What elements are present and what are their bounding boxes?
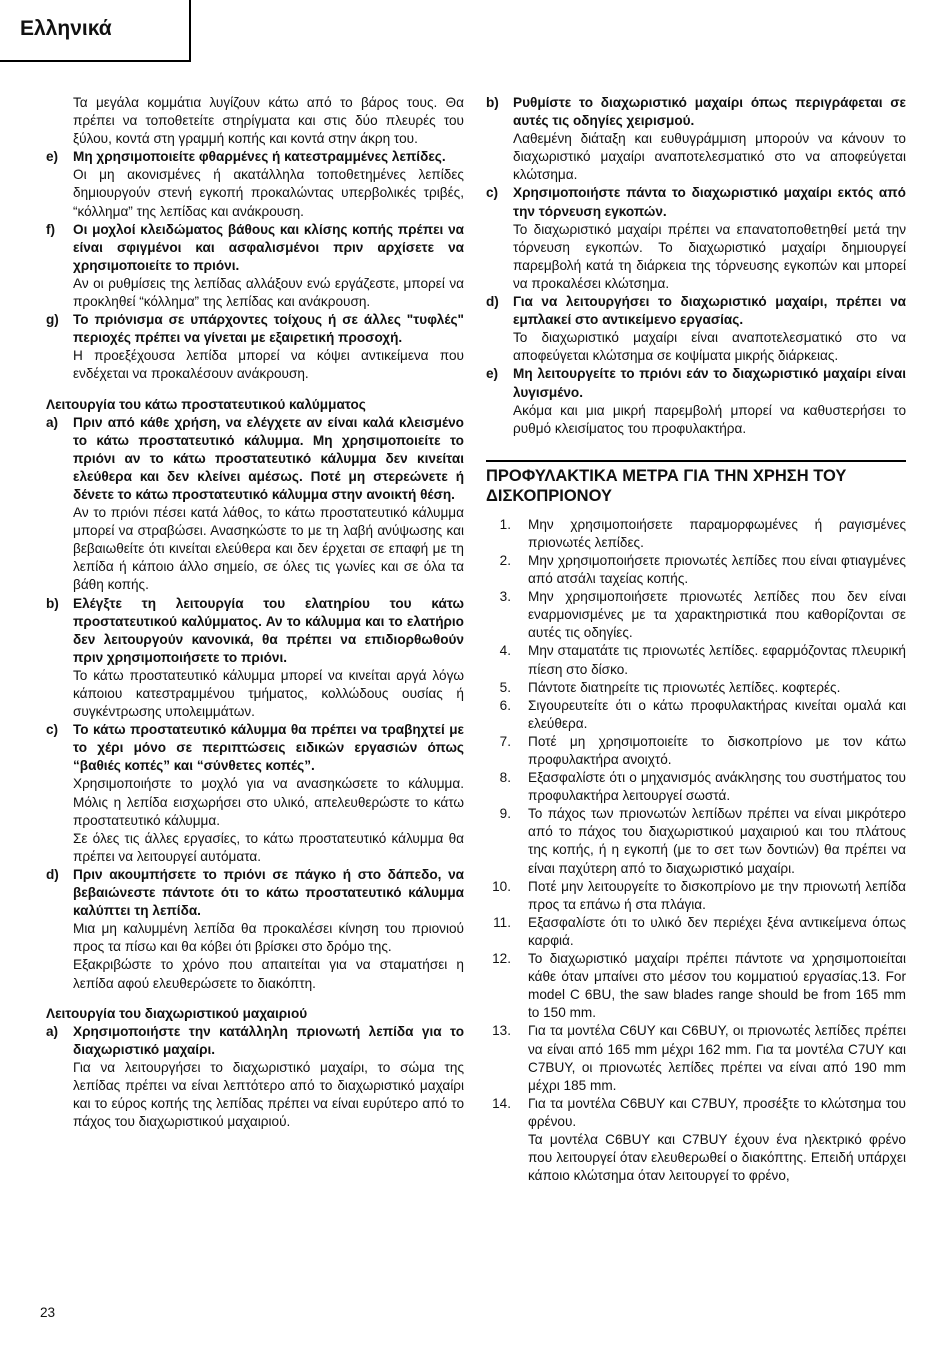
item-label: b) [46, 595, 59, 611]
section-divider [486, 460, 906, 506]
item-heading: Χρησιμοποιήστε πάντα το διαχωριστικό μαχαίρι εκτός από την τόρνευση εγκοπών. [513, 185, 906, 219]
item-label: a) [46, 414, 59, 430]
list-item [486, 642, 906, 678]
list-item [486, 769, 906, 805]
item-text: Τα μοντέλα C6BUY και C7BUY έχουν ένα ηλεκτρικό φρένο που λειτουργεί όταν ελευθερωθεί ο διακόπτης. Επειδή υπάρχει κάποιο κλώτσημα όταν λειτουργεί το φρένο, [528, 1131, 906, 1184]
list-item [46, 414, 464, 595]
item-heading: Ελέγξτε τη λειτουργία του ελατηρίου του κάτω προστατευτικού καλύμματος. Αν το κάλυμμα και το ελατήριο δεν λειτουργούν κανονικά, θα πρέπει να επιδιορθωθούν πριν χρησιμοποιήσετε το πριόνι. [73, 595, 464, 665]
item-body: Μια μη καλυμμένη λεπίδα θα προκαλέσει κίνηση του πριονιού προς τα πίσω και θα κόβει ότι βρίσκει στο δρόμο της. [73, 921, 464, 955]
list-item [486, 588, 906, 642]
intro-paragraph: Τα μεγάλα κομμάτια λυγίζουν κάτω από το βάρος τους. Θα πρέπει να τοποθετείτε στηρίγματα και στις δύο πλευρές του ξύλου, κοντά στη γραμμή κοπής και κοντά στην άκρη του. [73, 95, 464, 147]
item-body: Το διαχωριστικό μαχαίρι είναι αναποτελεσματικό στο να αποφεύγεται κλώτσημα σε κοψίματα μικρής διάρκειας. [513, 330, 906, 364]
list-item [46, 1023, 464, 1132]
page-number: 23 [40, 1305, 56, 1320]
item-text: Εξασφαλίστε ότι το υλικό δεν περιέχει ξένα αντικείμενα όπως καρφιά. [528, 914, 906, 948]
item-label: g) [46, 312, 59, 328]
item-number: 14. [492, 1095, 511, 1111]
item-text: Σιγουρευτείτε ότι ο κάτω προφυλακτήρας κινείται ομαλά και ελεύθερα. [528, 697, 906, 731]
list-item [486, 697, 906, 733]
right-column [486, 94, 906, 1185]
list-item [486, 679, 906, 697]
list-item [486, 914, 906, 950]
list-item [46, 595, 464, 722]
item-number: 5. [499, 679, 511, 695]
item-body: Η προεξέχουσα λεπίδα μπορεί να κόψει αντικείμενα που ενδέχεται να προκαλέσουν ανάκρουση. [73, 348, 464, 382]
item-text: Ποτέ μη χρησιμοποιείτε το δισκοπρίονο με τον κάτω προφυλακτήρα ανοιχτό. [528, 733, 906, 767]
item-heading: Πριν από κάθε χρήση, να ελέγχετε αν είναι καλά κλεισμένο το κάτω προστατευτικό κάλυμμα. Μη χρησιμοποιείτε το πριόνι αν το κάτω προστατευτικό κάλυμμα δεν κινείται ελεύθερα και δεν κλείνει αμέσως. Ποτέ μη στερεώνετε ή δένετε το κάτω προστατευτικό κάλυμμα στην ανοικτή θέση. [73, 414, 464, 502]
item-body: Οι μη ακονισμένες ή ακατάλληλα τοποθετημένες λεπίδες δημιουργούν στενή εγκοπή προκαλώντας υπερβολικές τριβές, “κόλλημα” της λεπίδας και ανάκρουση. [73, 167, 464, 219]
list-item [486, 733, 906, 769]
item-body: Για να λειτουργήσει το διαχωριστικό μαχαίρι, το σώμα της λεπίδας πρέπει να είναι λεπτότερο από το διαχωριστικό μαχαίρι και το εύρος κοπής της λεπίδας πρέπει να είναι ευρύτερο από το πάχος του διαχωριστικού μαχαιριού. [73, 1059, 464, 1130]
list-item [46, 148, 464, 220]
item-heading: Πριν ακουμπήσετε το πριόνι σε πάγκο ή στο δάπεδο, να βεβαιώνεστε πάντοτε ότι το κάτω προστατευτικό κάλυμμα καλύπτει τη λεπίδα. [73, 866, 464, 919]
lower-guard-heading: Λειτουργία του κάτω προστατευτικού καλύμματος [46, 396, 366, 412]
item-number: 8. [499, 770, 511, 786]
item-text: Μην χρησιμοποιήσετε πριονωτές λεπίδες που δεν είναι εναρμονισμένες με τα χαρακτηριστικά που καθορίζονται σε αυτές τις οδηγίες. [528, 589, 906, 641]
item-body: Λαθεμένη διάταξη και ευθυγράμμιση μπορούν να κάνουν το διαχωριστικό μαχαίρι αναποτελεσματικό στο να αποφεύγεται κλώτσημα. [513, 131, 906, 183]
list-item [486, 805, 906, 877]
item-text: Μην χρησιμοποιήσετε πριονωτές λεπίδες που είναι φτιαγμένες από ατσάλι ταχείας κοπής. [528, 552, 906, 587]
item-body: Εξακριβώστε το χρόνο που απαιτείται για να σταματήσει η λεπίδα αφού ελευθερώσετε το διακόπτη. [73, 957, 464, 991]
list-item [46, 311, 464, 383]
list-item [46, 866, 464, 993]
item-label: c) [486, 185, 499, 201]
item-label: e) [46, 149, 59, 165]
item-number: 11. [493, 914, 511, 930]
item-body: Χρησιμοποιήστε το μοχλό για να ανασηκώσετε το κάλυμμα. Μόλις η λεπίδα εισχωρήσει στο υλικό, απελευθερώστε το κάτω προστατευτικό κάλυμμα. [73, 776, 464, 828]
list-item [486, 1095, 906, 1185]
item-label: c) [46, 722, 59, 738]
item-number: 13. [492, 1023, 511, 1039]
item-text: Μην χρησιμοποιήσετε παραμορφωμένες ή ραγισμένες πριονωτές λεπίδες. [528, 516, 906, 550]
item-label: f) [46, 221, 56, 237]
item-label: d) [46, 866, 59, 882]
item-heading: Μη χρησιμοποιείτε φθαρμένες ή κατεστραμμένες λεπίδες. [73, 149, 446, 165]
list-item [46, 721, 464, 866]
item-body: Αν οι ρυθμίσεις της λεπίδας αλλάξουν ενώ εργάζεστε, μπορεί να προκληθεί “κόλλημα” της λεπίδας και ανάκρουση. [73, 275, 464, 310]
item-text: Εξασφαλίστε ότι ο μηχανισμός ανάκλησης του συστήματος του προφυλακτήρα λειτουργεί σωστά. [528, 770, 906, 804]
item-label: b) [486, 95, 499, 110]
item-number: 1. [499, 516, 511, 532]
item-number: 10. [492, 878, 511, 894]
list-item [46, 221, 464, 311]
item-heading: Ρυθμίστε το διαχωριστικό μαχαίρι όπως περιγράφεται σε αυτές τις οδηγίες χειρισμού. [513, 95, 906, 129]
list-item [486, 365, 906, 437]
item-number: 7. [499, 733, 511, 749]
item-body: Το διαχωριστικό μαχαίρι πρέπει να επανατοποθετηθεί μετά την τόρνευση εγκοπών. Το διαχωριστικό μαχαίρι δημιουργεί παρεμβολή κατά τη διάρκεια της τόρνευσης εγκοπών και μπορεί να προκαλέσει κλώτσημα. [513, 221, 906, 291]
item-number: 9. [499, 806, 511, 822]
item-text: Για τα μοντέλα C6BUY και C7BUY, προσέξτε το κλώτσημα του φρένου. [528, 1095, 906, 1129]
left-column [46, 94, 464, 1131]
item-heading: Οι μοχλοί κλειδώματος βάθους και κλίσης κοπής πρέπει να είναι σφιγμένοι και ασφαλισμένοι πριν αρχίσετε να χρησιμοποιείτε το πριόνι. [73, 221, 464, 273]
list-item [486, 293, 906, 365]
riving-knife-heading: Λειτουργία του διαχωριστικού μαχαιριού [46, 1005, 308, 1021]
item-label: a) [46, 1023, 59, 1039]
item-heading: Το πριόνισμα σε υπάρχοντες τοίχους ή σε άλλες "τυφλές" περιοχές πρέπει να γίνεται με εξαιρετική προσοχή. [73, 312, 464, 346]
item-body: Σε όλες τις άλλες εργασίες, το κάτω προστατευτικό κάλυμμα θα πρέπει να λειτουργεί αυτόματα. [73, 830, 464, 864]
item-number: 6. [499, 697, 511, 713]
list-item [486, 94, 906, 184]
item-number: 2. [499, 552, 511, 568]
item-text: Πάντοτε διατηρείτε τις πριονωτές λεπίδες. κοφτερές. [528, 679, 841, 695]
item-number: 4. [499, 643, 511, 659]
list-item [486, 552, 906, 588]
section-title: ΠΡΟΦΥΛΑΚΤΙΚΑ ΜΕΤΡΑ ΓΙΑ ΤΗΝ ΧΡΗΣΗ ΤΟΥ ΔΙΣΚΟΠΡΙΟΝΟΥ [486, 466, 847, 505]
item-label: e) [486, 366, 499, 382]
item-heading: Για να λειτουργήσει το διαχωριστικό μαχαίρι, πρέπει να εμπλακεί στο αντικείμενο εργασίας. [513, 294, 906, 328]
item-text: Μην σταματάτε τις πριονωτές λεπίδες. εφαρμόζοντας πλευρική πίεση στο δίσκο. [528, 643, 906, 677]
item-number: 3. [499, 589, 511, 605]
list-item [486, 878, 906, 914]
item-heading: Χρησιμοποιήστε την κατάλληλη πριονωτή λεπίδα για το διαχωριστικό μαχαίρι. [73, 1023, 464, 1057]
list-item [486, 1022, 906, 1094]
item-number: 12. [492, 951, 511, 967]
item-text: Το διαχωριστικό μαχαίρι πρέπει πάντοτε να χρησιμοποιείται κάθε όταν μπαίνει στο μέσον του κομματιού εργασίας.13. For model C 6BU, the saw blades range should be from 165 mm to 150 mm. [528, 951, 906, 1021]
item-body: Αν το πριόνι πέσει κατά λάθος, το κάτω προστατευτικό κάλυμμα μπορεί να στραβώσει. Ανασηκώστε το με τη λαβή ανύψωσης και βεβαιωθείτε ότι κινείται ελεύθερα και δεν έρχεται σε επαφή με τη λεπίδα ή κάποιο άλλο σημείο, σε όλες τις γωνίες και σε όλα τα βάθη κοπής. [73, 505, 464, 593]
item-body: Το κάτω προστατευτικό κάλυμμα μπορεί να κινείται αργά λόγω κάποιου κατεστραμμένου τμήματος, κολλώδους ουσίας ή συγκέντρωσης υπολειμμάτων. [73, 667, 464, 720]
list-item [486, 950, 906, 1022]
language-tab: Ελληνικά [0, 0, 191, 62]
item-label: d) [486, 294, 499, 310]
list-item [486, 516, 906, 552]
item-body: Ακόμα και μια μικρή παρεμβολή μπορεί να καθυστερήσει το ρυθμό κλεισίματος του προφυλακτήρα. [513, 402, 906, 436]
precautions-list [486, 516, 906, 1185]
list-item [486, 184, 906, 293]
item-text: Το πάχος των πριονωτών λεπίδων πρέπει να είναι μικρότερο από το πάχος του διαχωριστικού μαχαιριού και του πλάτους της κοπής, ή η εγκοπή (με το σετ των δοντιών) θα πρέπει να είναι παχύτερη από το διαχωριστικό μαχαίρι. [528, 806, 906, 876]
item-text: Ποτέ μην λειτουργείτε το δισκοπρίονο με την πριονωτή λεπίδα προς τα επάνω ή στα πλάγια. [528, 878, 906, 912]
item-heading: Το κάτω προστατευτικό κάλυμμα θα πρέπει να τραβηχτεί με το χέρι μόνο σε περιπτώσεις ειδικών εργασιών όπως “βαθιές κοπές” και “σύνθετες κοπές”. [73, 722, 464, 774]
item-text: Για τα μοντέλα C6UY και C6BUY, οι πριονωτές λεπίδες πρέπει να είναι από 165 mm μέχρι 162 mm. Για τα μοντέλα C7UY και C7BUY, οι πριονωτές λεπίδες πρέπει να είναι από 190 mm μέχρι 185 mm. [528, 1023, 906, 1093]
item-heading: Μη λειτουργείτε το πριόνι εάν το διαχωριστικό μαχαίρι είναι λυγισμένο. [513, 366, 906, 400]
